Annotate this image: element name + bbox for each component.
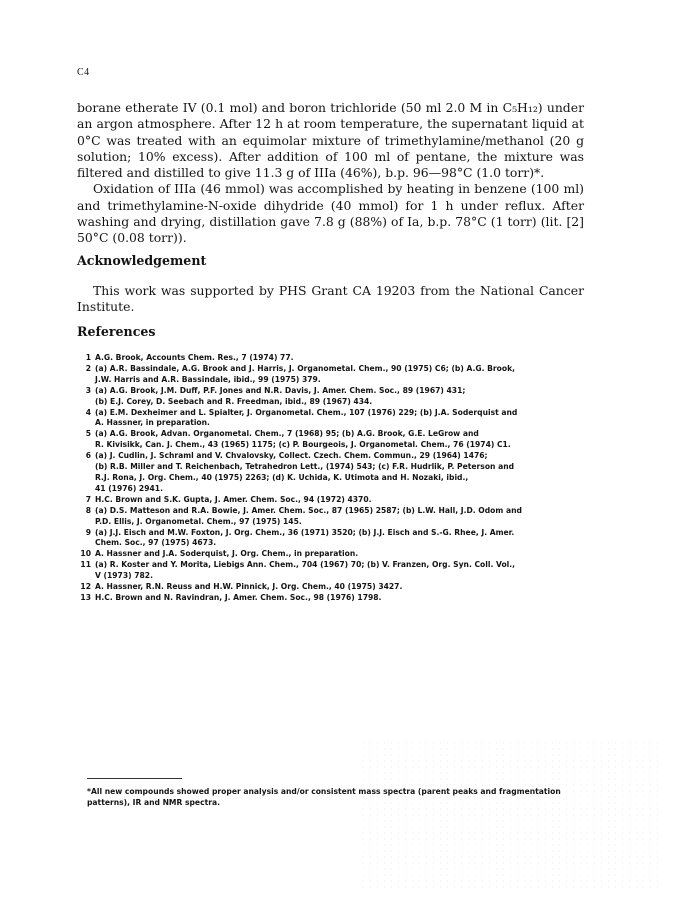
reference-number: 13 [80, 592, 91, 602]
reference-item [77, 593, 589, 604]
footnote-rule [87, 778, 182, 779]
reference-number: 3 [85, 385, 91, 395]
reference-number: 7 [85, 494, 91, 504]
references-heading: References [77, 324, 156, 339]
page-header: C4 [77, 67, 90, 78]
reference-item [77, 408, 589, 430]
paragraph-1: borane etherate IV (0.1 mol) and boron trichloride (50 ml 2.0 M in C₅H₁₂) under an argon atmosphere. After 12 h at room temperature, the supernatant liquid at 0°C was treated with an equimolar mixture of trimethylamine/methanol (20 g solution; 10% excess). After addition of 100 ml of pentane, the mixture was filtered and distilled to give 11.3 g of IIIa (46%), b.p. 96—98°C (1.0 torr)*. [77, 100, 584, 181]
reference-number: 10 [80, 549, 91, 559]
reference-number: 9 [85, 527, 91, 537]
reference-number: 11 [80, 560, 91, 570]
reference-text: (a) A.R. Bassindale, A.G. Brook and J. Harris, J. Organometal. Chem., 90 (1975) C6; (b) A.G. Brook, J.W. Harris and A.R. Bassindale, ibid., 99 (1975) 379. [95, 363, 516, 384]
reference-text: (a) J. Cudlin, J. Schraml and V. Chvalovsky, Collect. Czech. Chem. Commun., 29 (1964) 1476; (b) R.B. Miller and T. Reichenbach, Tetrahedron Lett., (1974) 543; (c) F.R. Hudrlik, P. Peterson and R.J. Rona, J. Org. Chem., 40 (1975) 2263; (d) K. Uchida, K. Utimota and H. Nozaki, ibid., 41 (1976) 2941. [95, 451, 515, 493]
reference-number: 8 [85, 505, 91, 515]
reference-number: 1 [85, 353, 91, 362]
reference-text: (a) E.M. Dexheimer and L. Spialter, J. Organometal. Chem., 107 (1976) 229; (b) J.A. Soderquist and A. Hassner, in preparation. [95, 407, 518, 428]
reference-item [77, 495, 589, 506]
reference-text: A. Hassner, R.N. Reuss and H.W. Pinnick, J. Org. Chem., 40 (1975) 3427. [95, 582, 403, 592]
reference-text: (a) A.G. Brook, Advan. Organometal. Chem., 7 (1968) 95; (b) A.G. Brook, G.E. LeGrow and R. Kivisikk, Can. J. Chem., 43 (1965) 1175; (c) P. Bourgeois, J. Organometal. Chem., 76 (1974) C1. [95, 429, 511, 450]
reference-item [77, 506, 589, 528]
reference-text: A.G. Brook, Accounts Chem. Res., 7 (1974) 77. [95, 353, 294, 362]
acknowledgement-heading: Acknowledgement [77, 253, 207, 268]
body-text [77, 100, 584, 247]
reference-text: (a) R. Koster and Y. Morita, Liebigs Ann. Chem., 704 (1967) 70; (b) V. Franzen, Org. Syn. Coll. Vol., V (1973) 782. [95, 560, 516, 581]
reference-number: 12 [80, 582, 91, 592]
reference-item [77, 429, 589, 451]
reference-text: (a) A.G. Brook, J.M. Duff, P.F. Jones and N.R. Davis, J. Amer. Chem. Soc., 89 (1967) 431; (b) E.J. Corey, D. Seebach and R. Freedman, ibid., 89 (1967) 434. [95, 385, 466, 406]
reference-text: (a) D.S. Matteson and R.A. Bowie, J. Amer. Chem. Soc., 87 (1965) 2587; (b) L.W. Hall, J.D. Odom and P.D. Ellis, J. Organometal. Chem., 97 (1975) 145. [95, 505, 522, 526]
reference-number: 6 [85, 451, 91, 461]
references-list [77, 353, 589, 604]
reference-item [77, 582, 589, 593]
reference-number: 5 [85, 429, 91, 439]
reference-text: H.C. Brown and N. Ravindran, J. Amer. Chem. Soc., 98 (1976) 1798. [95, 592, 382, 602]
reference-item [77, 364, 589, 386]
reference-number: 4 [85, 407, 91, 417]
acknowledgement-text: This work was supported by PHS Grant CA 19203 from the National Cancer Institute. [77, 283, 584, 315]
reference-item [77, 386, 589, 408]
reference-item [77, 528, 589, 550]
reference-text: A. Hassner and J.A. Soderquist, J. Org. Chem., in preparation. [95, 549, 359, 559]
reference-item [77, 560, 589, 582]
reference-text: H.C. Brown and S.K. Gupta, J. Amer. Chem. Soc., 94 (1972) 4370. [95, 494, 372, 504]
reference-item [77, 549, 589, 560]
reference-number: 2 [85, 363, 91, 373]
reference-item [77, 451, 589, 495]
footnote: *All new compounds showed proper analysis and/or consistent mass spectra (parent peaks and fragmentation patterns), IR and NMR spectra. [87, 787, 561, 807]
paragraph-2: Oxidation of IIIa (46 mmol) was accomplished by heating in benzene (100 ml) and trimethylamine-N-oxide dihydride (40 mmol) for 1 h under reflux. After washing and drying, distillation gave 7.8 g (88%) of Ia, b.p. 78°C (1 torr) (lit. [2] 50°C (0.08 torr)). [77, 181, 584, 246]
reference-item [77, 353, 589, 364]
reference-text: (a) J.J. Eisch and M.W. Foxton, J. Org. Chem., 36 (1971) 3520; (b) J.J. Eisch and S.-G. Rhee, J. Amer. Chem. Soc., 97 (1975) 4673. [95, 527, 515, 548]
scan-noise [360, 740, 660, 890]
